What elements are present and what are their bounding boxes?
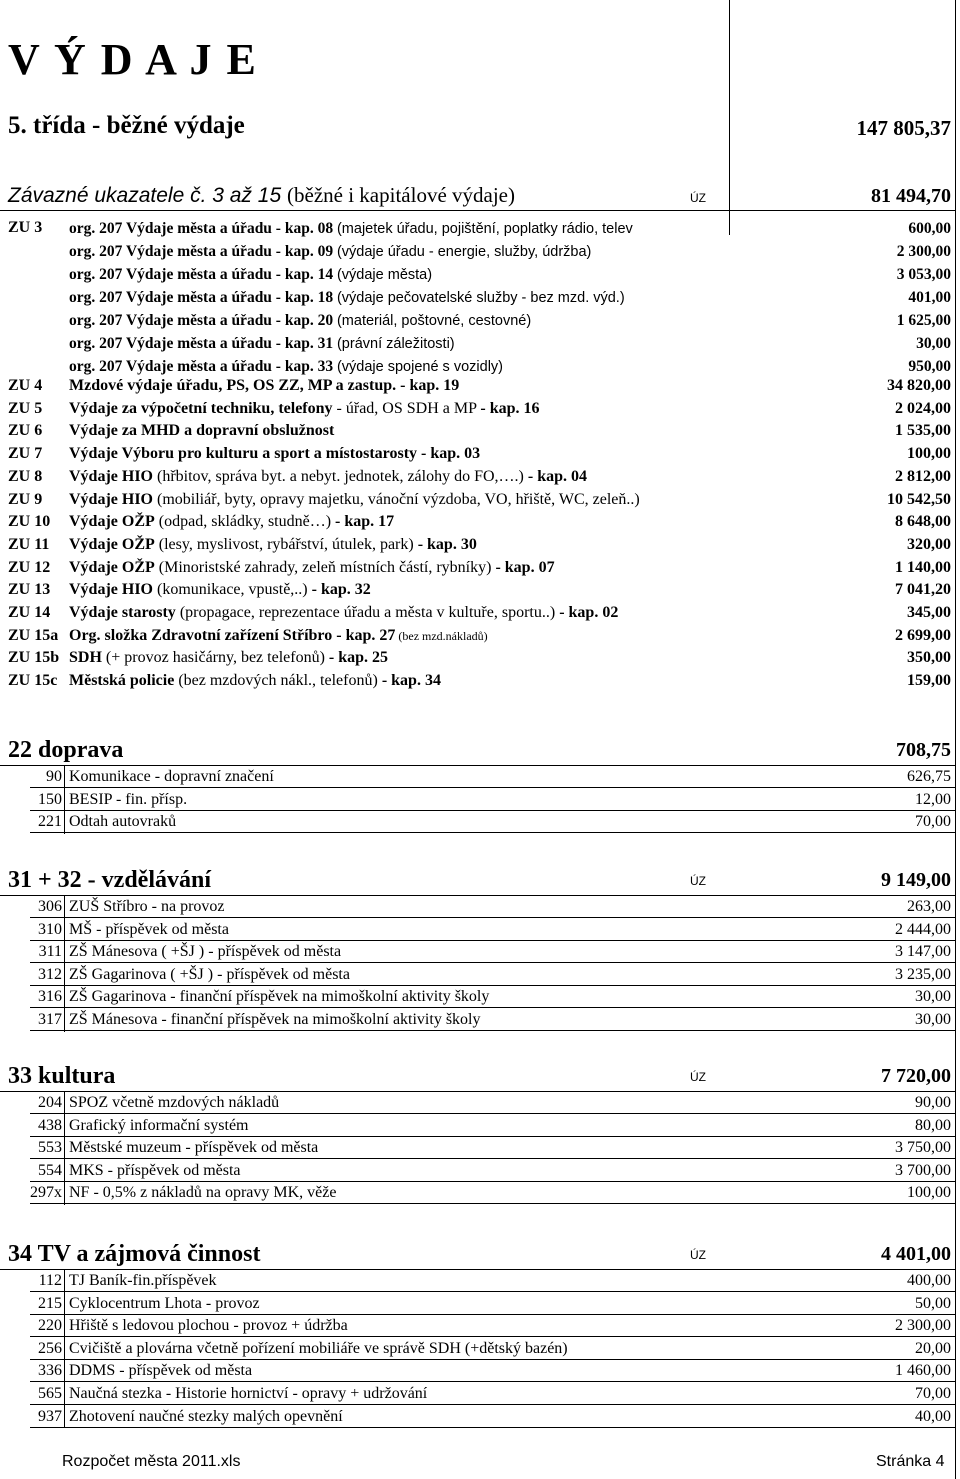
section-item-value: 3 235,00: [895, 965, 951, 983]
section-item-label: Hřiště s ledovou plochou - provoz + údržba: [69, 1317, 348, 1335]
section-item-label: Cyklocentrum Lhota - provoz: [69, 1294, 260, 1312]
section-title: 34 TV a zájmová činnost: [8, 1241, 261, 1267]
footer-filename: Rozpočet města 2011.xls: [62, 1453, 241, 1470]
section-row-rule: [30, 1113, 956, 1114]
zu-row-tail: - kap. 16: [480, 399, 540, 417]
zu-row-value: 159,00: [907, 672, 951, 690]
zu-row-tail: - kap. 02: [559, 604, 619, 621]
section-item-value: 3 147,00: [895, 943, 951, 961]
section-item-label: Zhotovení naučné stezky malých opevnění: [69, 1407, 343, 1425]
zu-row-text: (lesy, myslivost, rybářství, útulek, park): [154, 535, 418, 553]
zu-row-label: [69, 512, 394, 531]
zu-row-tail: - kap. 32: [311, 581, 371, 599]
zu-row-code: ZU 12: [8, 558, 51, 576]
section-item-code: 554: [38, 1161, 62, 1179]
zu3-row-prefix: org. 207 Výdaje města a úřadu - kap. 18: [69, 289, 334, 306]
section-item-code: 311: [38, 943, 62, 961]
section-item-code: 937: [38, 1407, 62, 1425]
section-item-label: ZŠ Gagarinova ( +ŠJ ) - příspěvek od města: [69, 965, 350, 983]
section-item-label: Odtah autovraků: [69, 813, 177, 831]
section-item-value: 400,00: [907, 1272, 951, 1289]
zu-row-bold: Výdaje za MHD a dopravní obslužnost: [69, 422, 335, 440]
class5-value: 147 805,37: [856, 116, 951, 140]
section-item-code: 336: [38, 1362, 62, 1380]
zu3-row-text: (majetek úřadu, pojištění, poplatky rádio, telev: [336, 221, 633, 237]
zu-row-tail: - kap. 34: [381, 672, 441, 690]
zu3-row-value: 30,00: [916, 335, 951, 352]
zu3-row: [69, 288, 729, 308]
zu-row-bold: Výdaje za výpočetní techniku, telefony: [69, 399, 333, 417]
zu-row-value: 2 812,00: [895, 467, 951, 485]
section-row-rule: [30, 1181, 956, 1182]
zu-row-text: (propagace, reprezentace úřadu a města v kultuře, sportu..): [175, 604, 560, 621]
zu3-row-text: (materiál, poštovné, cestovné): [336, 313, 532, 329]
section-row-rule: [30, 1427, 956, 1428]
zu-row-label: [69, 580, 371, 599]
section-item-label: BESIP - fin. přísp.: [69, 790, 188, 808]
zu3-row: [69, 242, 729, 262]
section-item-value: 80,00: [915, 1116, 951, 1134]
section-item-label: Městské muzeum - příspěvek od města: [69, 1139, 319, 1157]
section-item-label: TJ Baník-fin.příspěvek: [69, 1272, 217, 1289]
zu-row-bold: Mzdové výdaje úřadu, PS, OS ZZ, MP a zastup. - kap. 19: [69, 377, 460, 394]
section-item-label: MŠ - příspěvek od města: [69, 920, 229, 938]
section-row-rule: [30, 1203, 956, 1204]
zu3-row-prefix: org. 207 Výdaje města a úřadu - kap. 08: [69, 220, 334, 237]
zu-row-code: ZU 11: [8, 535, 50, 553]
zu-row-value: 100,00: [907, 445, 951, 463]
zu3-row: [69, 219, 729, 239]
zu-row-value: 345,00: [907, 604, 951, 621]
zu-row-bold: Výdaje OŽP: [69, 513, 155, 531]
section-title: 22 doprava: [8, 737, 124, 763]
zu3-row-prefix: org. 207 Výdaje města a úřadu - kap. 09: [69, 243, 334, 260]
binding-value: 81 494,70: [871, 185, 951, 207]
zu-row-value: 1 535,00: [895, 422, 951, 440]
section-item-code: 215: [38, 1294, 62, 1312]
zu-row-code: ZU 6: [8, 422, 43, 440]
column-divider: [729, 0, 730, 235]
section-value: 7 720,00: [881, 1065, 951, 1087]
section-item-value: 90,00: [915, 1094, 951, 1111]
zu-row-text: (Minoristské zahrady, zeleň místních částí, rybníky): [154, 558, 496, 576]
zu3-row-text: (výdaje města): [336, 267, 433, 283]
zu3-row-value: 1 625,00: [896, 312, 951, 329]
zu-row-label: [69, 421, 334, 440]
section-item-label: ZŠ Mánesova - finanční příspěvek na mimoškolní aktivity školy: [69, 1011, 481, 1028]
zu-row-code: ZU 15a: [8, 626, 59, 644]
section-item-label: NF - 0,5% z nákladů na opravy MK, věže: [69, 1184, 337, 1202]
section-item-label: Naučná stezka - Historie hornictví - opravy + udržování: [69, 1385, 428, 1402]
section-row-rule: [30, 962, 956, 963]
zu-row-label: [69, 467, 587, 486]
zu-row-bold: SDH: [69, 649, 102, 667]
section-row-rule: [30, 1291, 956, 1292]
section-row-rule: [30, 1007, 956, 1008]
section-item-code: 565: [38, 1385, 62, 1402]
section-item-code: 297x: [30, 1184, 62, 1202]
zu-row-label: [69, 399, 540, 418]
zu3-row-value: 950,00: [908, 358, 951, 375]
zu-row-bold: Výdaje Výboru pro kulturu a sport a místostarosty - kap. 03: [69, 445, 481, 463]
zu-row-tail: - kap. 07: [495, 558, 555, 576]
zu-row-label: [69, 535, 477, 554]
section-row-rule: [30, 1136, 956, 1137]
zu-row-text: (+ provoz hasičárny, bez telefonů): [101, 649, 329, 667]
zu-row-label: [69, 376, 459, 395]
zu-row-code: ZU 10: [8, 513, 51, 531]
section-underline: [0, 1269, 956, 1270]
footer-page: Stránka 4: [876, 1453, 945, 1470]
zu-row-label: [69, 444, 480, 463]
zu-row-code: ZU 13: [8, 581, 51, 599]
class5-label: 5. třída - běžné výdaje: [8, 112, 245, 139]
zu-row-bold: Výdaje HIO: [69, 467, 153, 485]
zu-row-bold: Výdaje OŽP: [69, 535, 155, 553]
section-item-value: 626,75: [907, 768, 951, 785]
zu-row-text: (komunikace, vpustě,..): [153, 581, 312, 599]
zu-row-value: 34 820,00: [887, 377, 951, 394]
section-item-code: 221: [38, 813, 62, 831]
zu-row-code: ZU 9: [8, 490, 43, 508]
section-item-label: SPOZ včetně mzdových nákladů: [69, 1094, 280, 1111]
zu-row-text: (odpad, skládky, studně…): [154, 513, 336, 531]
zu-row-label: [69, 490, 640, 509]
section-uz: ÚZ: [690, 1070, 706, 1084]
zu-row-code: ZU 8: [8, 467, 43, 485]
section-row-rule: [30, 1381, 956, 1382]
section-item-value: 3 700,00: [895, 1161, 951, 1179]
section-item-value: 1 460,00: [895, 1362, 951, 1380]
section-value: 9 149,00: [881, 869, 951, 891]
section-item-code: 204: [38, 1094, 62, 1111]
zu-row-value: 1 140,00: [895, 558, 951, 576]
zu3-row-value: 401,00: [908, 289, 951, 306]
zu3-row-text: (výdaje spojené s vozidly): [336, 359, 503, 375]
section-code-divider: [64, 766, 65, 834]
section-item-value: 20,00: [915, 1339, 951, 1357]
page-title: V Ý D A J E: [8, 35, 258, 84]
section-item-code: 553: [38, 1139, 62, 1157]
section-code-divider: [64, 1092, 65, 1205]
section-item-value: 40,00: [915, 1407, 951, 1425]
section-value: 4 401,00: [881, 1243, 951, 1265]
section-row-rule: [30, 940, 956, 941]
section-item-code: 306: [38, 898, 62, 915]
zu-row-bold: Městská policie: [69, 672, 175, 690]
section-item-code: 316: [38, 988, 62, 1006]
section-item-value: 3 750,00: [895, 1139, 951, 1157]
zu3-row-prefix: org. 207 Výdaje města a úřadu - kap. 14: [69, 266, 334, 283]
section-underline: [0, 765, 956, 766]
zu3-row-prefix: org. 207 Výdaje města a úřadu - kap. 33: [69, 358, 334, 375]
section-code-divider: [64, 896, 65, 1032]
section-item-code: 112: [38, 1272, 62, 1289]
zu-row-code: ZU 4: [8, 377, 43, 394]
zu-row-bold: Org. složka Zdravotní zařízení Stříbro - kap. 27: [69, 626, 396, 644]
zu-row-text: (hřbitov, správa byt. a nebyt. jednotek, zálohy do FO,….): [153, 467, 528, 485]
section-item-code: 312: [38, 965, 62, 983]
zu3-row: [69, 357, 729, 377]
section-item-value: 50,00: [915, 1294, 951, 1312]
zu-row-value: 10 542,50: [887, 490, 951, 508]
section-item-code: 90: [46, 768, 62, 785]
section-item-code: 317: [38, 1011, 62, 1028]
zu-row-text: - úřad, OS SDH a MP: [332, 399, 481, 417]
zu3-code: ZU 3: [8, 219, 43, 236]
zu-row-code: ZU 14: [8, 604, 51, 621]
zu-row-code: ZU 15b: [8, 649, 60, 667]
zu3-row-text: (výdaje pečovatelské služby - bez mzd. výd.): [336, 290, 625, 306]
section-item-value: 12,00: [915, 790, 951, 808]
section-row-rule: [30, 1336, 956, 1337]
section-title: 33 kultura: [8, 1063, 116, 1089]
binding-label-main: Závazné ukazatele č. 3 až 15: [8, 184, 282, 207]
zu-row-label: [69, 671, 441, 690]
section-item-value: 70,00: [915, 813, 951, 831]
right-border: [955, 0, 956, 1479]
section-row-rule: [30, 832, 956, 833]
zu-row-tail: - kap. 04: [527, 467, 588, 485]
zu3-row-text: (právní záležitosti): [336, 336, 455, 352]
zu-row-value: 7 041,20: [895, 581, 951, 599]
section-item-label: Komunikace - dopravní značení: [69, 768, 274, 785]
binding-label: [8, 182, 515, 209]
zu-row-label: [69, 626, 488, 646]
zu-row-tail: - kap. 30: [417, 535, 477, 553]
section-underline: [0, 895, 956, 896]
section-item-code: 310: [38, 920, 62, 938]
section-item-value: 70,00: [915, 1385, 951, 1402]
zu-row-bold: Výdaje HIO: [69, 490, 153, 508]
zu3-row-prefix: org. 207 Výdaje města a úřadu - kap. 20: [69, 312, 334, 329]
section-item-label: MKS - příspěvek od města: [69, 1161, 241, 1179]
binding-uz: ÚZ: [690, 191, 706, 205]
zu3-row-value: 2 300,00: [896, 243, 951, 260]
section-item-value: 2 300,00: [895, 1317, 951, 1335]
section-item-code: 256: [38, 1339, 62, 1357]
section-row-rule: [30, 1030, 956, 1031]
section-item-label: Cvičiště a plovárna včetně pořízení mobiliáře ve správě SDH (+dětský bazén): [69, 1339, 568, 1357]
zu-row-bold: Výdaje starosty: [69, 604, 176, 621]
section-item-value: 30,00: [915, 988, 951, 1006]
section-row-rule: [30, 1359, 956, 1360]
section-item-value: 30,00: [915, 1011, 951, 1028]
zu-row-text: (mobiliář, byty, opravy majetku, vánoční výzdoba, VO, hřiště, WC, zeleň..): [153, 490, 640, 508]
section-underline: [0, 1091, 956, 1092]
zu-row-bold: Výdaje OŽP: [69, 558, 155, 576]
section-row-rule: [30, 985, 956, 986]
section-value: 708,75: [896, 739, 951, 761]
section-row-rule: [30, 1404, 956, 1405]
zu-row-text: (bez mzdových nákl., telefonů): [174, 672, 382, 690]
zu3-row-value: 3 053,00: [896, 266, 951, 283]
zu-row-note: (bez mzd.nákladů): [395, 628, 488, 643]
section-row-rule: [30, 917, 956, 918]
zu3-row: [69, 265, 729, 285]
zu-row-bold: Výdaje HIO: [69, 581, 153, 599]
binding-label-suffix: (běžné i kapitálové výdaje): [287, 183, 515, 207]
section-item-value: 2 444,00: [895, 920, 951, 938]
zu-row-label: [69, 648, 388, 667]
zu-row-code: ZU 15c: [8, 672, 58, 690]
zu3-row: [69, 334, 729, 354]
zu-row-label: [69, 603, 618, 622]
zu-row-value: 320,00: [907, 535, 951, 553]
zu-row-code: ZU 5: [8, 399, 43, 417]
zu3-row-value: 600,00: [908, 220, 951, 237]
zu-row-value: 8 648,00: [895, 513, 951, 531]
binding-underline: [0, 210, 956, 211]
zu-row-tail: - kap. 17: [335, 513, 395, 531]
section-item-label: Grafický informační systém: [69, 1116, 249, 1134]
section-item-value: 100,00: [907, 1184, 951, 1202]
section-item-label: DDMS - příspěvek od města: [69, 1362, 253, 1380]
zu3-row-text: (výdaje úřadu - energie, služby, údržba): [336, 244, 592, 260]
section-row-rule: [30, 1158, 956, 1159]
section-item-label: ZUŠ Stříbro - na provoz: [69, 898, 225, 915]
section-item-code: 438: [38, 1116, 62, 1134]
section-item-code: 220: [38, 1317, 62, 1335]
zu3-row-prefix: org. 207 Výdaje města a úřadu - kap. 31: [69, 335, 334, 352]
zu-row-value: 350,00: [907, 649, 951, 667]
section-title: 31 + 32 - vzdělávání: [8, 867, 212, 893]
zu-row-value: 2 024,00: [895, 399, 951, 417]
zu-row-tail: - kap. 25: [328, 649, 389, 667]
section-item-code: 150: [38, 790, 62, 808]
zu3-row: [69, 311, 729, 331]
section-code-divider: [64, 1270, 65, 1428]
section-item-value: 263,00: [907, 898, 951, 915]
section-row-rule: [30, 810, 956, 811]
zu-row-label: [69, 558, 555, 577]
section-row-rule: [30, 787, 956, 788]
section-item-label: ZŠ Mánesova ( +ŠJ ) - příspěvek od města: [69, 943, 342, 961]
section-uz: ÚZ: [690, 874, 706, 888]
zu-row-value: 2 699,00: [895, 626, 951, 644]
section-uz: ÚZ: [690, 1248, 706, 1262]
zu-row-code: ZU 7: [8, 445, 43, 463]
section-row-rule: [30, 1314, 956, 1315]
section-item-label: ZŠ Gagarinova - finanční příspěvek na mimoškolní aktivity školy: [69, 988, 490, 1006]
